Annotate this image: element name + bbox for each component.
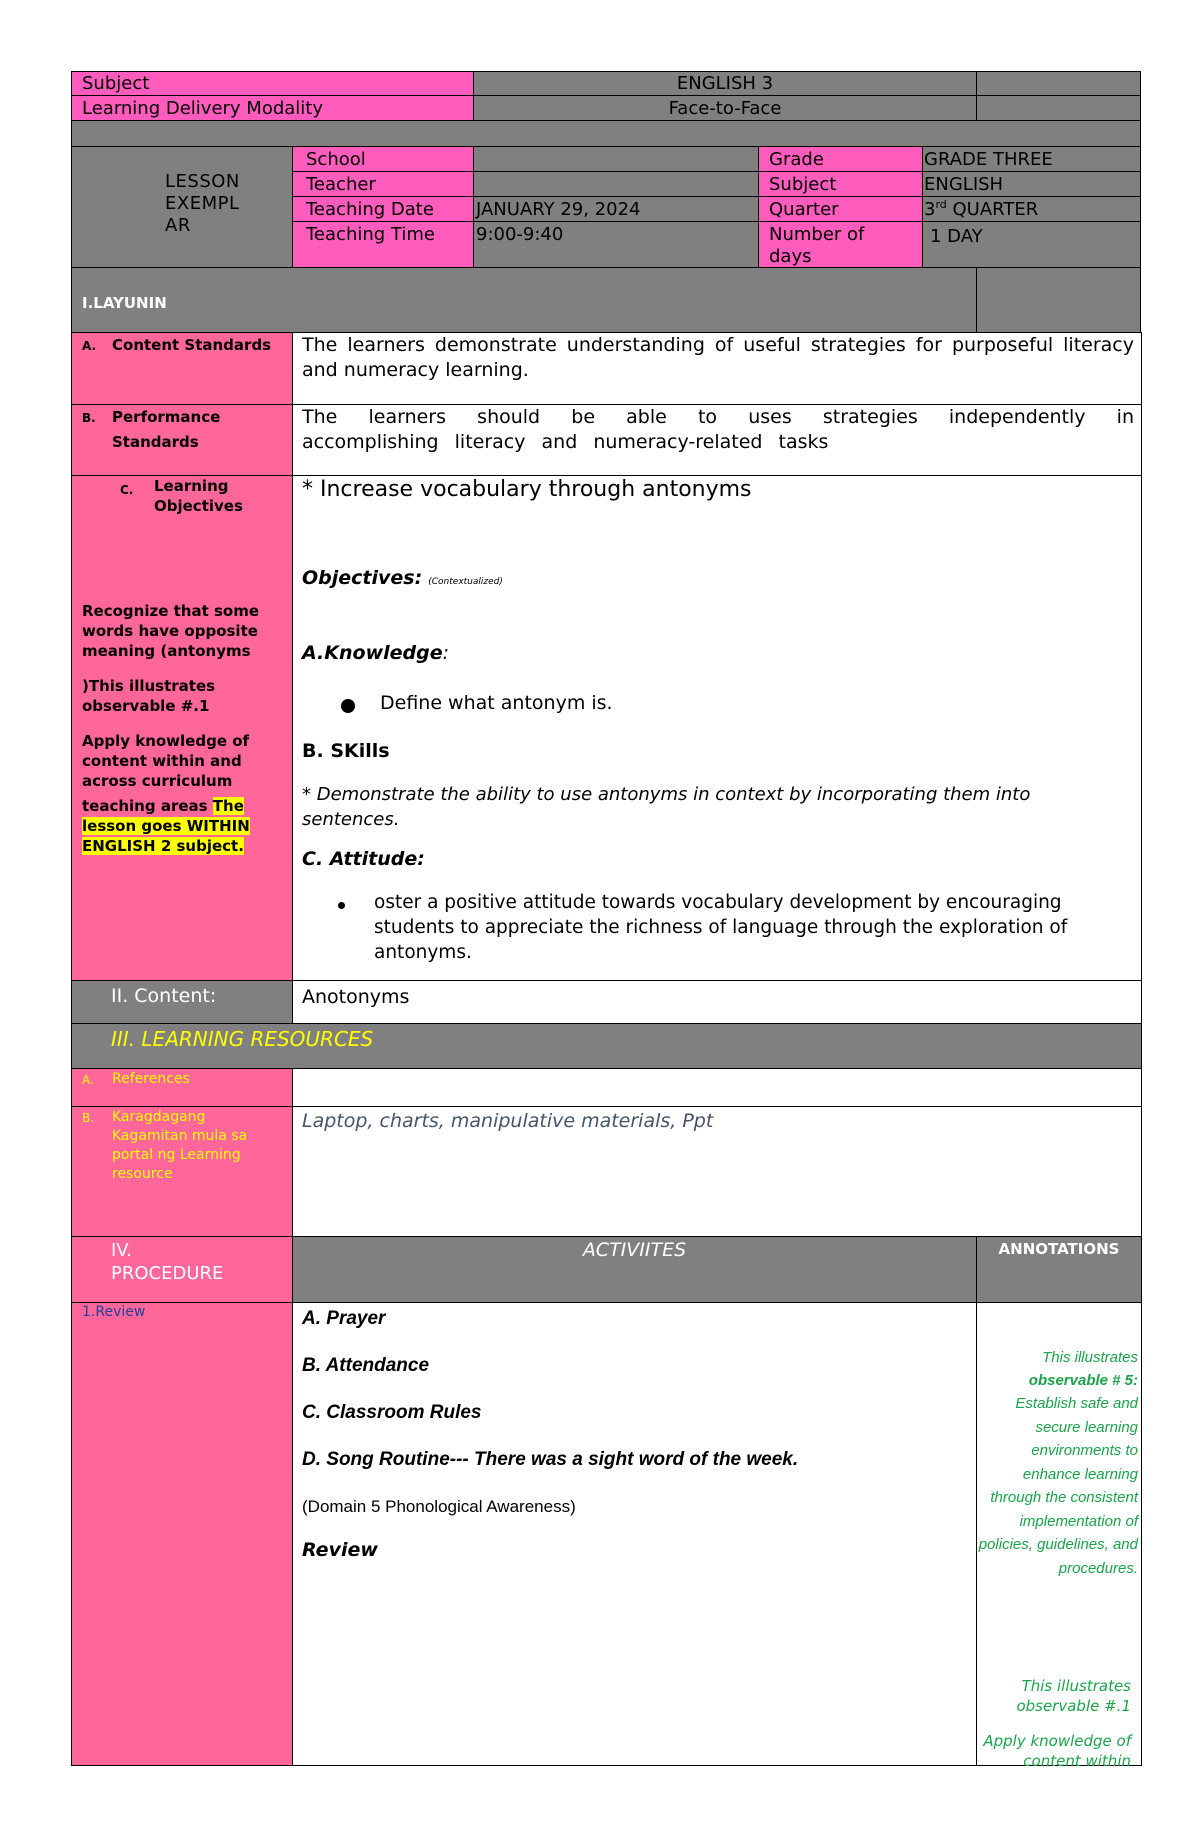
extra-materials-label-cell <box>71 1106 293 1237</box>
objectives-heading: Objectives: <box>302 567 423 589</box>
modality-label: Learning Delivery Modality <box>82 98 324 119</box>
days-value: 1 DAY <box>930 226 983 247</box>
annotation-1-c: Establish safe and secure learning environments to enhance learning through the consistent implementation of policies, guidelines, and procedures. <box>978 1395 1138 1577</box>
subject2-value-cell <box>922 171 1141 197</box>
skills-heading: B. SKills <box>302 740 390 762</box>
annotations-heading-cell <box>976 1236 1142 1303</box>
quarter-label-cell <box>758 196 923 222</box>
content-value-cell <box>292 980 1142 1024</box>
references-label: References <box>112 1071 190 1087</box>
modality-extra-cell <box>976 95 1141 121</box>
extra-materials-value-cell <box>292 1106 1142 1237</box>
resources-heading: III. LEARNING RESOURCES <box>111 1027 374 1051</box>
days-value-cell <box>922 221 1141 268</box>
objective-main: * Increase vocabulary through antonyms <box>302 477 752 502</box>
bullet-icon <box>341 699 355 713</box>
left-note-4-hl-2: lesson goes WITHIN <box>82 817 250 835</box>
content-standards-text: The learners demonstrate understanding of useful strategies for purposeful literacy and numeracy learning. <box>302 334 1134 381</box>
date-value-cell <box>473 196 759 222</box>
left-note-4-hl-1: The <box>212 797 244 815</box>
layunin-heading-cell <box>71 267 977 333</box>
school-label: School <box>306 149 366 170</box>
learning-objectives-label-1: Learning <box>154 477 229 495</box>
teacher-value-cell <box>473 171 759 197</box>
left-note-2: )This illustrates observable #.1 <box>82 677 216 715</box>
activity-item: A. Prayer <box>302 1308 386 1329</box>
skills-text: Demonstrate the ability to use antonyms in context by incorporating them into sentences. <box>302 784 1031 830</box>
skills-text-block <box>302 782 1132 832</box>
days-label-1: Number of <box>769 224 865 245</box>
objectives-heading-row <box>302 567 503 589</box>
content-standards-label: Content Standards <box>112 336 272 354</box>
layunin-extra-cell <box>976 267 1141 333</box>
subject-value: ENGLISH 3 <box>676 73 774 94</box>
left-note-3: Apply knowledge of content within and across curriculum <box>82 732 250 790</box>
activities-heading-cell <box>292 1236 977 1303</box>
performance-standards-label-cell <box>71 404 293 476</box>
review-label-cell <box>71 1302 293 1766</box>
subject2-label: Subject <box>769 174 837 195</box>
subject-label: Subject <box>82 73 150 94</box>
bullet-small-icon <box>338 902 345 909</box>
modality-value: Face-to-Face <box>668 98 782 119</box>
left-note-1: Recognize that some words have opposite meaning (antonyms <box>82 602 260 660</box>
knowledge-heading-row <box>302 642 449 664</box>
annotation-2-b: Apply knowledge of content within <box>983 1732 1131 1770</box>
teacher-label: Teacher <box>306 174 376 195</box>
content-standards-label-cell <box>71 332 293 405</box>
left-note-4-plain: teaching areas <box>82 797 208 815</box>
quarter-label: Quarter <box>769 199 839 220</box>
lesson-exemplar-title-cell <box>71 146 293 268</box>
teacher-label-cell <box>292 171 474 197</box>
learning-objectives-label-2: Objectives <box>154 497 243 515</box>
annotation-1-a: This illustrates <box>1042 1349 1138 1366</box>
days-label-2: days <box>769 246 812 267</box>
date-label-cell <box>292 196 474 222</box>
learning-objectives-content-cell <box>292 475 1142 981</box>
activities-heading: ACTIVIITES <box>582 1239 687 1261</box>
quarter-value <box>924 199 1038 221</box>
modality-value-cell <box>473 95 977 121</box>
attitude-item: oster a positive attitude towards vocabulary development by encouraging students to appreciate the richness of language through the exploration of antonyms. <box>374 892 1068 963</box>
content-label-cell <box>71 980 293 1024</box>
grade-label-cell <box>758 146 923 172</box>
grade-value-cell <box>922 146 1141 172</box>
performance-standards-letter: B. <box>82 411 96 425</box>
subject-label-cell <box>71 71 474 96</box>
performance-standards-label-1: Performance <box>112 408 221 426</box>
grade-label: Grade <box>769 149 824 170</box>
subject-extra-cell <box>976 71 1141 96</box>
procedure-label-1: IV. <box>111 1240 133 1261</box>
extra-materials-letter: B. <box>82 1111 95 1125</box>
resources-heading-cell <box>71 1023 1142 1069</box>
knowledge-item: Define what antonym is. <box>380 692 613 714</box>
spacer-row <box>71 120 1141 147</box>
content-standards-text-cell <box>292 332 1142 405</box>
grade-value: GRADE THREE <box>924 149 1053 170</box>
extra-materials-value: Laptop, charts, manipulative materials, Ppt <box>302 1110 714 1132</box>
lesson-title-line1: LESSON <box>165 171 240 192</box>
layunin-heading: I.LAYUNIN <box>82 294 167 312</box>
procedure-label-2: PROCEDURE <box>111 1263 224 1284</box>
time-label-cell <box>292 221 474 268</box>
review-label: 1.Review <box>82 1304 146 1320</box>
performance-standards-text: The learners should be able to uses strategies independently in accomplishing literacy and numeracy-related tasks <box>302 406 1134 453</box>
annotation-1-b: observable # 5: <box>1028 1372 1138 1389</box>
references-letter: A. <box>82 1073 94 1087</box>
content-value: Anotonyms <box>302 986 410 1008</box>
time-value-cell <box>473 221 759 268</box>
subject2-value: ENGLISH <box>924 174 1004 195</box>
review-annotations-cell <box>976 1302 1142 1770</box>
learning-objectives-letter: C. <box>120 483 134 497</box>
knowledge-label: A.Knowledge <box>302 642 443 664</box>
school-label-cell <box>292 146 474 172</box>
left-note-4 <box>82 796 282 856</box>
left-note-4-hl-3: ENGLISH 2 subject. <box>82 837 244 855</box>
review-activities-cell <box>292 1302 977 1766</box>
knowledge-colon: : <box>442 642 450 664</box>
performance-standards-label-2: Standards <box>112 433 199 451</box>
activity-item: D. Song Routine--- There was a sight word of the week. <box>302 1449 799 1470</box>
lesson-title-line3: AR <box>165 215 191 236</box>
skills-star: * <box>302 784 317 805</box>
references-label-cell <box>71 1068 293 1107</box>
quarter-num: 3 <box>924 199 936 220</box>
quarter-value-cell <box>922 196 1141 222</box>
extra-materials-label: Karagdagang Kagamitan mula sa portal ng Learning resource <box>112 1109 248 1182</box>
days-label-cell <box>758 221 923 268</box>
procedure-label-cell <box>71 1236 293 1303</box>
annotation-2-a: This illustrates observable #.1 <box>1016 1677 1131 1715</box>
learning-objectives-label-cell <box>71 475 293 981</box>
time-value: 9:00-9:40 <box>476 224 564 245</box>
domain-note: (Domain 5 Phonological Awareness) <box>302 1497 576 1516</box>
activity-item: C. Classroom Rules <box>302 1402 482 1423</box>
attitude-heading: C. Attitude: <box>302 848 425 870</box>
references-value-cell <box>292 1068 1142 1107</box>
review-heading: Review <box>302 1539 378 1561</box>
modality-label-cell <box>71 95 474 121</box>
content-standards-letter: A. <box>82 339 97 353</box>
activity-item: B. Attendance <box>302 1355 430 1376</box>
quarter-sup: rd <box>935 198 947 211</box>
date-label: Teaching Date <box>306 199 434 220</box>
subject-value-cell <box>473 71 977 96</box>
performance-standards-text-cell <box>292 404 1142 476</box>
annotations-heading: ANNOTATIONS <box>998 1240 1120 1258</box>
school-value-cell <box>473 146 759 172</box>
date-value: JANUARY 29, 2024 <box>476 199 641 220</box>
subject2-label-cell <box>758 171 923 197</box>
quarter-rest: QUARTER <box>946 199 1039 220</box>
content-label: II. Content: <box>111 985 217 1007</box>
time-label: Teaching Time <box>306 224 435 245</box>
objectives-heading-small: (Contextualized) <box>428 577 503 587</box>
lesson-title-line2: EXEMPL <box>165 193 240 214</box>
